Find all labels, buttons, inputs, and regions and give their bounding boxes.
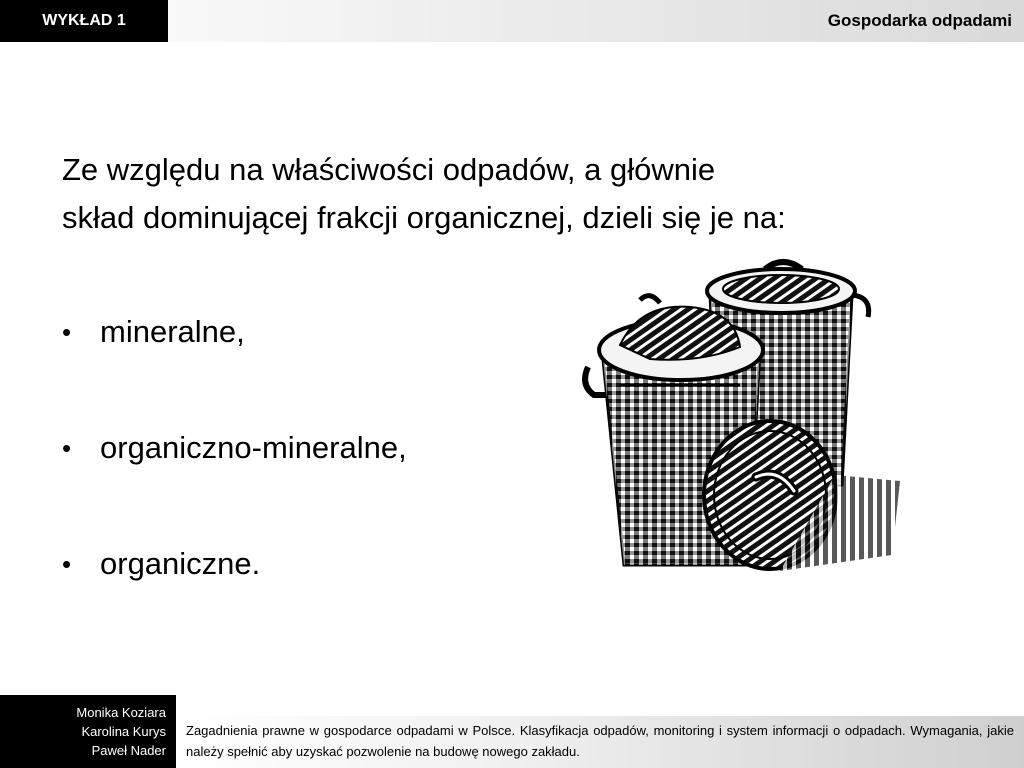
bullet-icon: • (62, 433, 72, 463)
course-title: Gospodarka odpadami (827, 11, 1012, 30)
author-name: Karolina Kurys (81, 724, 166, 739)
authors-box (0, 695, 176, 768)
list-item-text: organiczno-mineralne, (100, 430, 407, 465)
bullet-icon: • (62, 549, 72, 579)
list-item (62, 422, 407, 480)
slide-header (0, 0, 1024, 42)
intro-line-1: Ze względu na właściwości odpadów, a głównie (62, 152, 716, 187)
author-name: Paweł Nader (91, 743, 166, 758)
footer-description: Zagadnienia prawne w gospodarce odpadami w Polsce. Klasyfikacja odpadów, monitoring i system informacji o odpadach. Wymagania, jakie należy spełnić aby uzyskać pozwolenie na budowę nowego zakładu. (176, 716, 1024, 768)
trash-cans-icon (580, 255, 905, 585)
intro-text (62, 146, 942, 242)
list-item-text: mineralne, (100, 314, 245, 349)
lecture-badge: WYKŁAD 1 (0, 0, 168, 42)
author-name: Monika Koziara (76, 705, 166, 720)
list-item (62, 306, 407, 364)
bullet-icon: • (62, 317, 72, 347)
list-item (62, 538, 407, 596)
list-item-text: organiczne. (100, 546, 261, 581)
category-list (62, 306, 407, 654)
intro-line-2: skład dominującej frakcji organicznej, dzieli się je na: (62, 200, 786, 235)
